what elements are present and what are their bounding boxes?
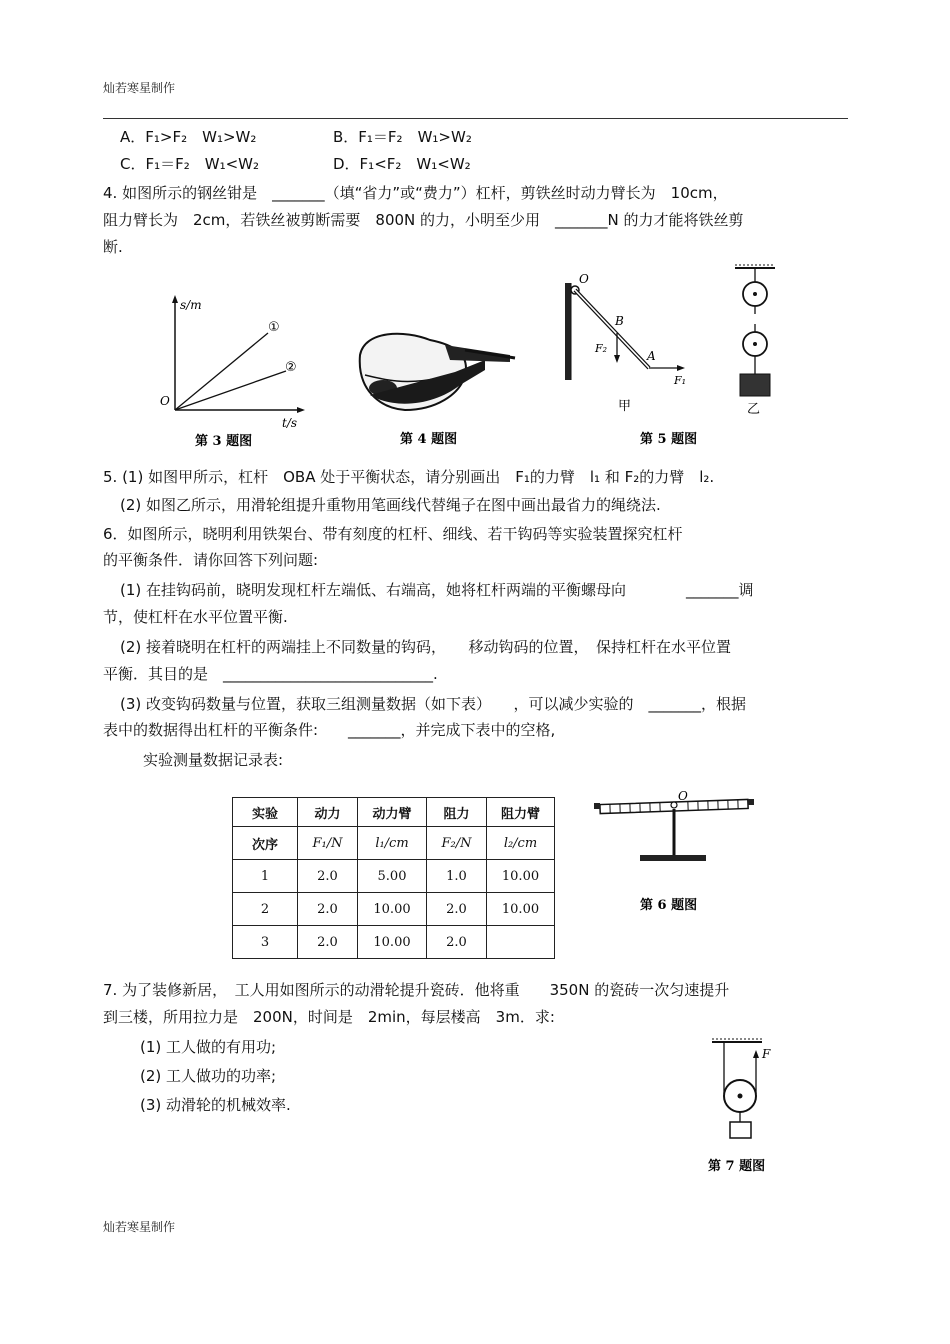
option-b: B．F₁＝F₂ W₁>W₂ — [333, 128, 472, 146]
table-cell: 1 — [233, 860, 298, 893]
table-cell: 1.0 — [427, 860, 487, 893]
fig3-origin-label: O — [160, 394, 170, 408]
q6-table-title: 实验测量数据记录表: — [143, 751, 284, 769]
header-cell: 动力 — [298, 798, 358, 827]
fig6-caption: 第 6 题图 — [640, 898, 698, 913]
table-cell: 10.00 — [487, 893, 555, 926]
table-cell: 10.00 — [358, 893, 427, 926]
table-cell: 10.00 — [487, 860, 555, 893]
table-cell: 10.00 — [358, 926, 427, 959]
q7-line1: 7. 为了装修新居， 工人用如图所示的动滑轮提升瓷砖．他将重 350N 的瓷砖一次匀速提升 — [103, 981, 730, 999]
q6-part3-line1: (3) 改变钩码数量与位置，获取三组测量数据（如下表） ，可以减少实验的 _______，根据 — [120, 695, 747, 713]
header-cell: 阻力 — [427, 798, 487, 827]
table-cell: 5.00 — [358, 860, 427, 893]
header-cell: l₂/cm — [487, 827, 555, 860]
fig5-label-f2: F₂ — [595, 342, 608, 355]
table-cell: 3 — [233, 926, 298, 959]
fig3-x-axis-label: t/s — [282, 416, 298, 430]
table-cell: 2.0 — [427, 926, 487, 959]
fig3-y-axis-label: s/m — [180, 298, 202, 312]
table-header-row-2 — [233, 827, 555, 860]
fig3-caption: 第 3 题图 — [195, 434, 253, 449]
option-a: A．F₁>F₂ W₁>W₂ — [120, 128, 257, 146]
table-cell: 2.0 — [427, 893, 487, 926]
fig7-caption: 第 7 题图 — [708, 1159, 766, 1174]
header-rule — [103, 118, 848, 119]
fig3-line1-label: ① — [268, 320, 280, 335]
header-maker: 灿若寒星制作 — [103, 81, 176, 95]
fig6-label-o: O — [678, 789, 688, 803]
figure-5-lever — [555, 268, 705, 453]
fig7-label-f: F — [762, 1047, 771, 1061]
table-cell: 2.0 — [298, 860, 358, 893]
table-cell: 2.0 — [298, 893, 358, 926]
q7-subquestion-3: (3) 动滑轮的机械效率. — [140, 1096, 291, 1114]
table-row — [233, 926, 555, 959]
header-cell: 动力臂 — [358, 798, 427, 827]
q6-line2: 的平衡条件．请你回答下列问题: — [103, 551, 319, 569]
figure-6-lever-stand — [592, 785, 757, 920]
option-c: C．F₁＝F₂ W₁<W₂ — [120, 155, 260, 173]
q5-line1: 5. (1) 如图甲所示，杠杆 OBA 处于平衡状态，请分别画出 F₁的力臂 l₁ 和 F₂的力臂 l₂. — [103, 468, 715, 486]
header-cell: 实验 — [233, 798, 298, 827]
figure-3-graph — [150, 285, 320, 455]
q4-line3: 断. — [103, 238, 123, 256]
table-row — [233, 860, 555, 893]
fig5-label-f1: F₁ — [674, 374, 687, 387]
q6-part2-line2: 平衡．其目的是 ____________________________. — [103, 665, 438, 683]
option-d: D．F₁<F₂ W₁<W₂ — [333, 155, 471, 173]
q6-part1-line2: 节，使杠杆在水平位置平衡. — [103, 608, 288, 626]
header-cell: F₂/N — [427, 827, 487, 860]
fig5-label-a: A — [647, 349, 656, 363]
q6-part3-line2: 表中的数据得出杠杆的平衡条件: _______，并完成下表中的空格, — [103, 721, 556, 739]
q7-line2: 到三楼，所用拉力是 200N，时间是 2min，每层楼高 3m．求: — [103, 1008, 555, 1026]
fig5-caption: 第 5 题图 — [640, 432, 698, 447]
table-header-row-1 — [233, 798, 555, 827]
header-cell: F₁/N — [298, 827, 358, 860]
q6-part2-line1: (2) 接着晓明在杠杆的两端挂上不同数量的钩码， 移动钩码的位置， 保持杠杆在水平位置 — [120, 638, 732, 656]
fig5-label-b: B — [615, 314, 624, 328]
q6-line1: 6．如图所示，晓明利用铁架台、带有刻度的杠杆、细线、若干钩码等实验装置探究杠杆 — [103, 525, 683, 543]
header-cell: 次序 — [233, 827, 298, 860]
fig4-caption: 第 4 题图 — [400, 432, 458, 447]
fig5-label-yi: 乙 — [747, 402, 761, 417]
figure-5-pulley-block — [725, 262, 785, 422]
q7-subquestion-1: (1) 工人做的有用功; — [140, 1038, 277, 1056]
q4-line1: 4. 如图所示的钢丝钳是 _______（填“省力”或“费力”）杠杆，剪铁丝时动力臂长为 10cm， — [103, 184, 728, 202]
q6-part1-line1: (1) 在挂钩码前，晓明发现杠杆左端低、右端高，她将杠杆两端的平衡螺母向 _______调 — [120, 581, 754, 599]
measurement-table — [232, 797, 555, 959]
figure-7-movable-pulley — [700, 1036, 790, 1176]
footer-maker: 灿若寒星制作 — [103, 1220, 176, 1234]
fig3-line2-label: ② — [285, 360, 297, 375]
q4-line2: 阻力臂长为 2cm，若铁丝被剪断需要 800N 的力，小明至少用 _______N 的力才能将铁丝剪 — [103, 211, 744, 229]
q5-line2: (2) 如图乙所示，用滑轮组提升重物用笔画线代替绳子在图中画出最省力的绳绕法. — [120, 496, 661, 514]
table-cell — [487, 926, 555, 959]
q7-subquestion-2: (2) 工人做功的功率; — [140, 1067, 277, 1085]
table-row — [233, 893, 555, 926]
fig5-label-jia: 甲 — [618, 399, 632, 414]
table-cell: 2 — [233, 893, 298, 926]
header-cell: 阻力臂 — [487, 798, 555, 827]
fig5-label-o: O — [579, 272, 589, 286]
table-cell: 2.0 — [298, 926, 358, 959]
header-cell: l₁/cm — [358, 827, 427, 860]
figure-4-pliers — [345, 300, 525, 455]
